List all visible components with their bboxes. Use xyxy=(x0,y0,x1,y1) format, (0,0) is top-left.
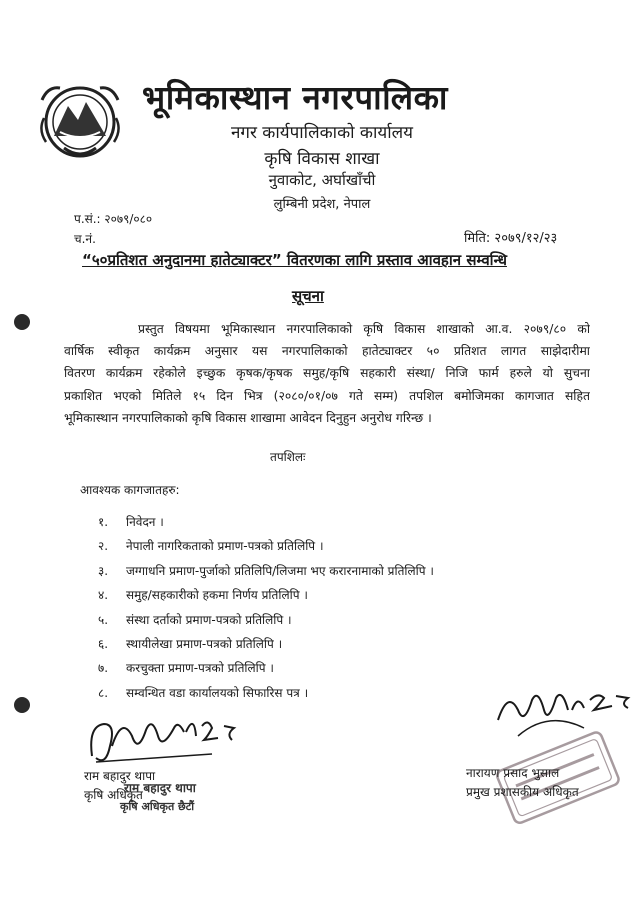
province: लुम्बिनी प्रदेश, नेपाल xyxy=(273,197,371,212)
left-stamp-name: राम बहादुर थापा xyxy=(124,781,196,795)
left-signatory-title: कृषि अधिकृत xyxy=(84,788,143,802)
list-item: ३. जग्गाधनि प्रमाण-पुर्जाको प्रतिलिपि/लिजमा भए करारनामाको प्रतिलिपि । xyxy=(98,563,434,578)
left-stamp-title: कृषि अधिकृत छैटौं xyxy=(120,800,195,813)
body-line: प्रकाशित भएको मितिले १५ दिन भित्र (२०८०/०१/०७ गते सम्म) तपशिल बमोजिमका कागजात सहित xyxy=(64,388,590,403)
signature-left xyxy=(82,706,242,776)
notice-heading: सूचना xyxy=(292,287,324,305)
body-line: वितरण कार्यक्रम रहेकोले इच्छुक कृषक/कृषक समुह/कृषि सहकारी संस्था/ निजि फार्म हरुले यो सुचना xyxy=(64,366,590,381)
letter-date: मिति: २०७९/१२/२३ xyxy=(464,231,558,246)
reference-number: प.सं.: २०७९/०८० xyxy=(74,212,153,226)
office-name: नगर कार्यपालिकाको कार्यालय xyxy=(230,123,414,143)
list-item: ८. सम्वन्धित वडा कार्यालयको सिफारिस पत्र । xyxy=(98,685,309,700)
body-line: प्रस्तुत विषयमा भूमिकास्थान नगरपालिकाको कृषि विकास शाखाको आ.व. २०७९/८० को xyxy=(138,322,590,336)
notice-body xyxy=(64,318,590,429)
list-item: ४. समुह/सहकारीको हकमा निर्णय प्रतिलिपि । xyxy=(98,588,308,603)
list-item: २. नेपाली नागरिकताको प्रमाण-पत्रको प्रतिलिपि । xyxy=(98,539,324,554)
municipality-emblem xyxy=(34,78,126,164)
right-signatory-title: प्रमुख प्रशासकीय अधिकृत xyxy=(466,785,579,799)
body-line: भूमिकास्थान नगरपालिकाको कृषि विकास शाखामा आवेदन दिनुहुन अनुरोध गरिन्छ । xyxy=(64,410,432,425)
required-documents-label: आवश्यक कागजातहरु: xyxy=(80,483,180,497)
required-documents-list xyxy=(98,510,434,705)
municipality-title: भूमिकास्थान नगरपालिका xyxy=(142,78,448,117)
schedule-heading: तपशिलः xyxy=(270,450,306,464)
body-line: वार्षिक स्वीकृत कार्यक्रम अनुसार यस नगरपालिकाको हातेट्याक्टर ५० प्रतिशत लागत साझेदारीमा xyxy=(64,344,590,359)
left-signatory-name: राम बहादुर थापा xyxy=(84,769,156,783)
list-item: ६. स्थायीलेखा प्रमाण-पत्रको प्रतिलिपि । xyxy=(98,636,283,651)
list-item: १. निवेदन । xyxy=(98,515,164,529)
list-item: ७. करचुक्ता प्रमाण-पत्रको प्रतिलिपि । xyxy=(98,661,274,676)
right-signatory-name: नारायण प्रसाद भुसाल xyxy=(466,766,560,780)
list-item: ५. संस्था दर्ताको प्रमाण-पत्रको प्रतिलिपि । xyxy=(98,612,292,627)
subject-line: “५०प्रतिशत अनुदानमा हातेट्याक्टर” वितरणका लागि प्रस्ताव आवहान सम्वन्धि xyxy=(82,251,507,269)
punch-hole-bottom xyxy=(14,697,30,713)
dispatch-number: च.नं. xyxy=(74,232,96,246)
address: नुवाकोट, अर्घाखाँची xyxy=(268,171,376,189)
punch-hole-top xyxy=(14,314,30,330)
branch-name: कृषि विकास शाखा xyxy=(264,149,380,169)
